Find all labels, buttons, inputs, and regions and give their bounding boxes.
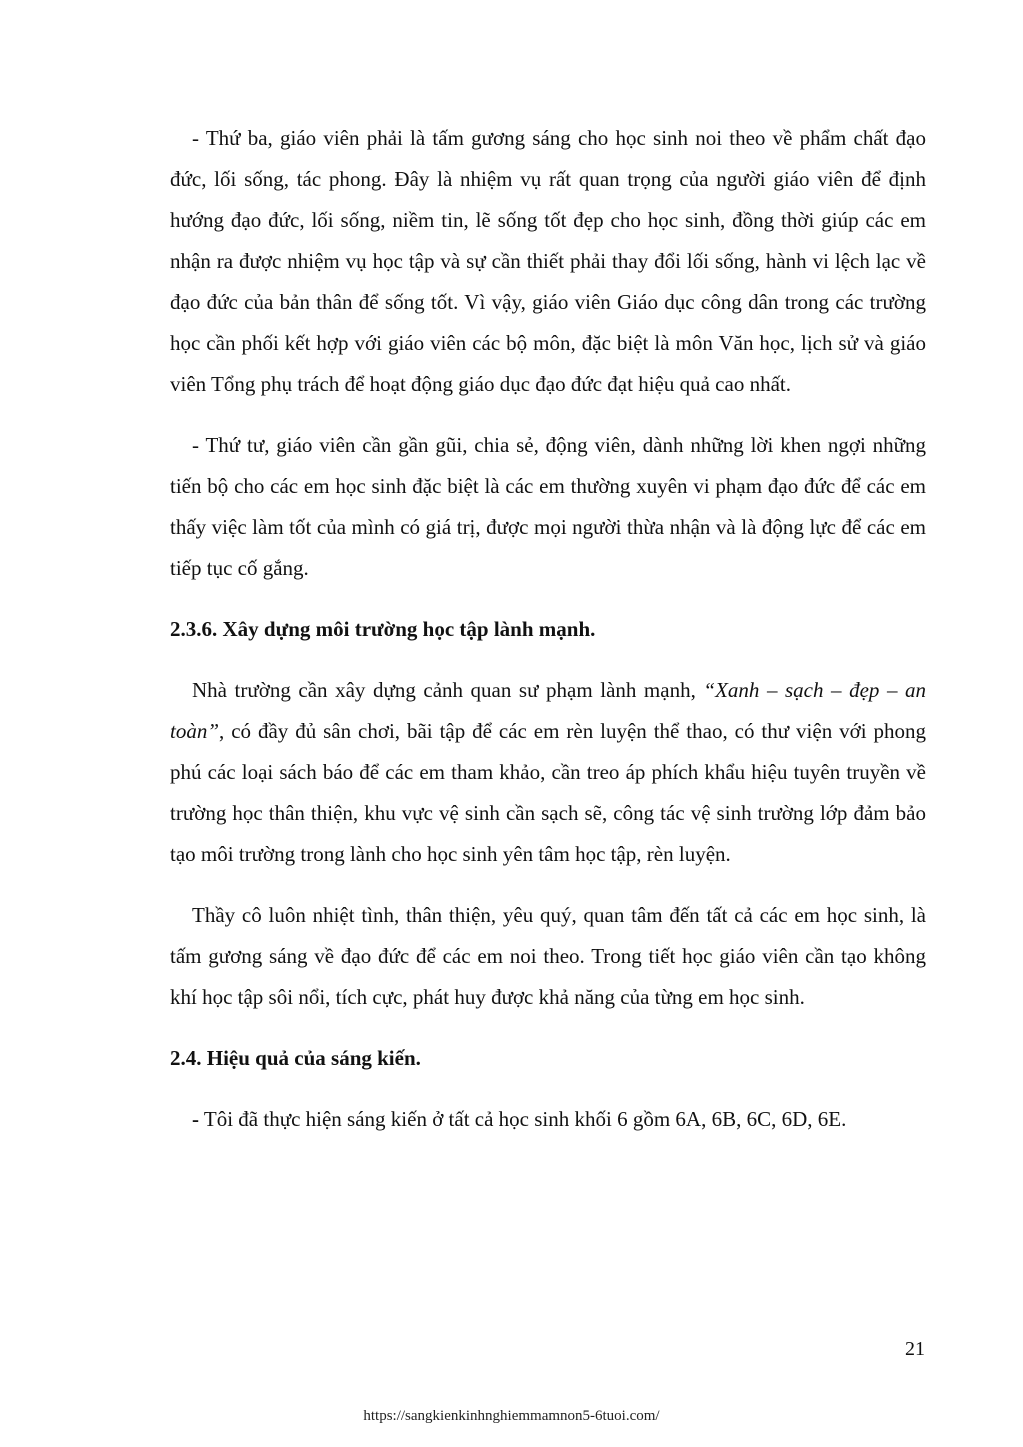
paragraph-third-point: - Thứ ba, giáo viên phải là tấm gương sáng cho học sinh noi theo về phẩm chất đạo đức, lối sống, tác phong. Đây là nhiệm vụ rất quan trọng của người giáo viên để định hướng đạo đức, lối sống, niềm tin, lẽ sống tốt đẹp cho học sinh, đồng thời giúp các em nhận ra được nhiệm vụ học tập và sự cần thiết phải thay đổi lối sống, hành vi lệch lạc về đạo đức của bản thân để sống tốt. Vì vậy, giáo viên Giáo dục công dân trong các trường học cần phối kết hợp với giáo viên các bộ môn, đặc biệt là môn Văn học, lịch sử và giáo viên Tổng phụ trách để hoạt động giáo dục đạo đức đạt hiệu quả cao nhất. bbox=[170, 126, 926, 396]
paragraph-school-environment-end: , có đầy đủ sân chơi, bãi tập để các em rèn luyện thể thao, có thư viện với phong phú các loại sách báo để các em tham khảo, cần treo áp phích khẩu hiệu tuyên truyền về trường học thân thiện, khu vực vệ sinh cần sạch sẽ, công tác vệ sinh trường lớp đảm bảo tạo môi trường trong lành cho học sinh yên tâm học tập, rèn luyện. bbox=[170, 719, 926, 866]
slogan-text: “Xanh – sạch – đẹp – an toàn” bbox=[170, 678, 926, 743]
bullet-dash: - bbox=[192, 1107, 199, 1131]
footer-url: https://sangkienkinhnghiemmamnon5-6tuoi.com/ bbox=[363, 1408, 660, 1424]
paragraph-fourth-point: - Thứ tư, giáo viên cần gần gũi, chia sẻ, động viên, dành những lời khen ngợi những tiến bộ cho các em học sinh đặc biệt là các em thường xuyên vi phạm đạo đức để các em thấy việc làm tốt của mình có giá trị, được mọi người thừa nhận và là động lực để các em tiếp tục cố gắng. bbox=[170, 433, 926, 580]
paragraph-implementation-text: Tôi đã thực hiện sáng kiến ở tất cả học sinh khối 6 gồm 6A, 6B, 6C, 6D, 6E. bbox=[199, 1107, 847, 1131]
paragraph-implementation bbox=[170, 1099, 926, 1140]
paragraph-school-environment bbox=[170, 670, 926, 875]
page-number: 21 bbox=[905, 1338, 925, 1360]
paragraph-school-environment-start: Nhà trường cần xây dựng cảnh quan sư phạm lành mạnh, bbox=[192, 678, 704, 702]
section-heading-2-4: 2.4. Hiệu quả của sáng kiến. bbox=[170, 1046, 421, 1070]
document-body bbox=[170, 118, 926, 1140]
section-heading-2-3-6: 2.3.6. Xây dựng môi trường học tập lành mạnh. bbox=[170, 617, 596, 641]
paragraph-teachers: Thầy cô luôn nhiệt tình, thân thiện, yêu quý, quan tâm đến tất cả các em học sinh, là tấm gương sáng về đạo đức để các em noi theo. Trong tiết học giáo viên cần tạo không khí học tập sôi nổi, tích cực, phát huy được khả năng của từng em học sinh. bbox=[170, 903, 926, 1009]
